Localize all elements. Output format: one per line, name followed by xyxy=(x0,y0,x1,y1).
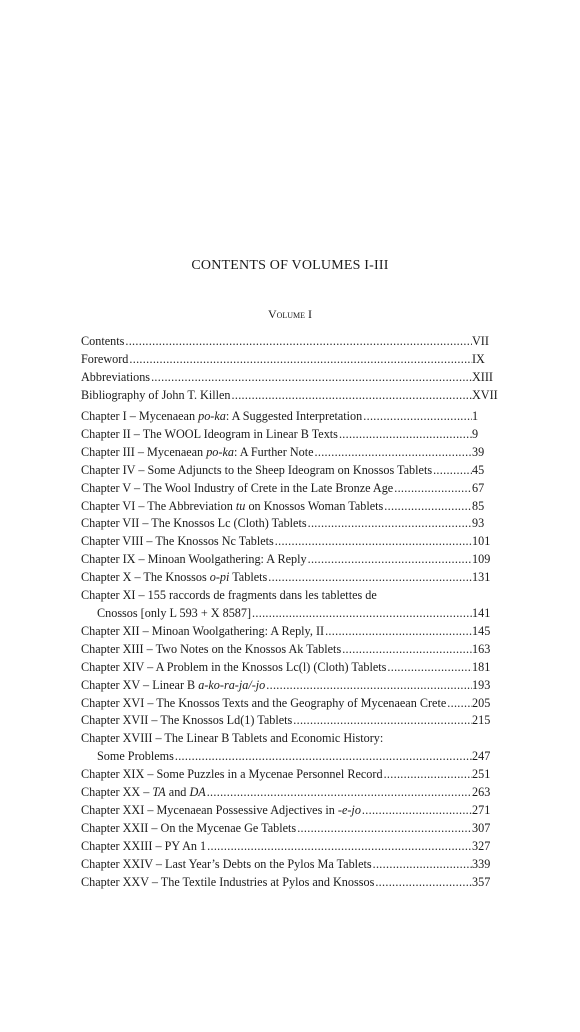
toc-entry-contents xyxy=(81,333,498,351)
title-text: Chapter I – Mycenaean xyxy=(81,409,199,423)
leader-dots xyxy=(374,874,472,892)
toc-entry-page: 339 xyxy=(472,856,491,871)
title-text: : A Suggested Interpretation xyxy=(225,409,363,423)
toc-entry-label: Some Problems xyxy=(97,749,174,764)
leader-dots xyxy=(324,623,472,641)
toc-entry-label xyxy=(81,408,362,426)
leader-dots xyxy=(128,351,472,369)
toc-entry-chapter-18-line-1: Chapter XVIII – The Linear B Tablets and Economic History: xyxy=(81,731,384,746)
toc-entry-chapter-23 xyxy=(81,838,498,856)
toc-entry-page: 247 xyxy=(472,749,491,764)
leader-dots xyxy=(174,748,472,766)
toc-entry-chapter-19 xyxy=(81,766,498,784)
title-text: Chapter X – The Knossos xyxy=(81,570,210,585)
toc-entry-chapter-21 xyxy=(81,802,498,820)
toc-entry-label: Chapter V – The Wool Industry of Crete in the Late Bronze Age xyxy=(81,480,394,495)
leader-dots xyxy=(393,480,472,498)
toc-entry-page: 271 xyxy=(472,802,491,817)
toc-entry-chapter-3 xyxy=(81,444,498,462)
title-italic: po-ka xyxy=(198,409,226,423)
leader-dots xyxy=(307,551,472,569)
toc-entry-page: 101 xyxy=(472,534,491,549)
leader-dots xyxy=(150,369,472,387)
title-text: Chapter VI – The Abbreviation xyxy=(81,498,236,513)
title-italic: TA xyxy=(152,785,166,800)
title-text: Chapter XXI – Mycenaean Possessive Adjectives in xyxy=(81,802,338,817)
toc-entry-chapter-17 xyxy=(81,712,498,730)
title-text: on Knossos Woman Tablets xyxy=(245,498,384,513)
toc-entry-page: 9 xyxy=(472,426,479,441)
toc-entry-label: Chapter XXIV – Last Year’s Debts on the Pylos Ma Tablets xyxy=(81,856,372,871)
toc-entry-page: 181 xyxy=(472,659,491,674)
leader-dots xyxy=(314,444,472,462)
toc-entry-page: 145 xyxy=(472,623,491,638)
toc-entry-chapter-5 xyxy=(81,480,498,498)
toc-entry-label: Chapter XIV – A Problem in the Knossos Lc(l) (Cloth) Tablets xyxy=(81,659,387,674)
title-text: : A Further Note xyxy=(233,444,314,459)
leader-dots xyxy=(206,784,472,802)
toc-entry-page: 263 xyxy=(472,785,491,800)
toc-entry-label: Chapter XXIII – PY An 1 xyxy=(81,838,207,853)
toc-entry-chapter-11 xyxy=(81,605,498,623)
title-italic: -e-jo xyxy=(337,802,361,817)
toc-entry-label: Foreword xyxy=(81,351,129,366)
toc-entry-chapter-12 xyxy=(81,623,498,641)
leader-dots xyxy=(292,712,472,730)
toc-entry-label: Chapter XVI – The Knossos Texts and the Geography of Mycenaean Crete xyxy=(81,695,447,710)
toc-entry-label: Chapter VIII – The Knossos Nc Tablets xyxy=(81,534,274,549)
toc-entry-page: XIII xyxy=(472,369,493,384)
chapter-list xyxy=(81,408,498,891)
toc-entry-label: Chapter XXV – The Textile Industries at Pylos and Knossos xyxy=(81,874,375,889)
title-text: Chapter XX – xyxy=(81,785,153,800)
leader-dots xyxy=(362,408,472,426)
leader-dots xyxy=(372,856,472,874)
toc-entry-label xyxy=(81,498,383,516)
leader-dots xyxy=(341,641,472,659)
toc-entry-chapter-1 xyxy=(81,408,498,426)
leader-dots xyxy=(383,498,472,516)
title-text: Tablets xyxy=(229,570,268,585)
leader-dots xyxy=(383,766,472,784)
toc-entry-label: Chapter II – The WOOL Ideogram in Linear B Texts xyxy=(81,426,338,441)
leader-dots xyxy=(267,569,472,587)
toc-entry-chapter-18 xyxy=(81,748,498,766)
toc-entry-label: Chapter XII – Minoan Woolgathering: A Reply, II xyxy=(81,623,325,638)
toc-entry-abbreviations xyxy=(81,369,498,387)
toc-entry-label xyxy=(81,802,361,820)
front-matter-list xyxy=(81,333,498,405)
title-text: and xyxy=(165,785,190,800)
title-italic: tu xyxy=(235,498,246,513)
toc-entry-label xyxy=(81,444,314,462)
toc-entry-page: 85 xyxy=(472,498,485,513)
toc-entry-page: 109 xyxy=(472,552,491,567)
leader-dots xyxy=(124,333,472,351)
toc-entry-chapter-25 xyxy=(81,874,498,892)
toc-entry-label: Abbreviations xyxy=(81,369,151,384)
toc-entry-bibliography xyxy=(81,387,498,405)
toc-entry-label xyxy=(81,784,206,802)
title-text: Chapter III – Mycenaean xyxy=(81,444,207,459)
toc-entry-chapter-13 xyxy=(81,641,498,659)
leader-dots xyxy=(274,533,472,551)
leader-dots xyxy=(361,802,472,820)
leader-dots xyxy=(386,659,472,677)
toc-entry-label: Chapter VII – The Knossos Lc (Cloth) Tablets xyxy=(81,516,307,531)
title-italic: DA xyxy=(189,785,206,800)
toc-entry-page: 39 xyxy=(472,444,485,459)
title-italic: po-ka xyxy=(206,444,234,459)
toc-entry-label xyxy=(81,569,267,587)
toc-entry-page: 193 xyxy=(472,677,491,692)
toc-entry-label: Bibliography of John T. Killen xyxy=(81,387,231,402)
toc-entry-page: VII xyxy=(472,334,489,348)
toc-entry-chapter-20 xyxy=(81,784,498,802)
toc-entry-label: Cnossos [only L 593 + X 8587] xyxy=(97,605,252,620)
page-title: CONTENTS OF VOLUMES I-III xyxy=(191,258,389,273)
toc-entry-page: 93 xyxy=(472,516,485,531)
leader-dots xyxy=(446,695,472,713)
toc-entry-label: Chapter IV – Some Adjuncts to the Sheep Ideogram on Knossos Tablets xyxy=(81,462,433,477)
toc-entry-page: IX xyxy=(472,351,485,366)
toc-entry-page: 215 xyxy=(472,713,491,728)
toc-entry-label xyxy=(81,677,265,695)
toc-entry-page: 251 xyxy=(472,767,491,782)
leader-dots xyxy=(231,387,472,405)
toc-entry-chapter-2 xyxy=(81,426,498,444)
toc-entry-label: Contents xyxy=(81,334,125,348)
toc-entry-page: 327 xyxy=(472,838,491,853)
toc-entry-page: 307 xyxy=(472,820,491,835)
toc-entry-chapter-6 xyxy=(81,498,498,516)
toc-entry-label: Chapter XXII – On the Mycenae Ge Tablets xyxy=(81,820,297,835)
toc-entry-page: XVII xyxy=(472,387,498,402)
leader-dots xyxy=(296,820,472,838)
toc-entry-chapter-15 xyxy=(81,677,498,695)
leader-dots xyxy=(206,838,472,856)
leader-dots xyxy=(432,462,472,480)
toc-entry-label: Chapter IX – Minoan Woolgathering: A Reply xyxy=(81,552,307,567)
toc-entry-chapter-9 xyxy=(81,551,498,569)
toc-entry-page: 67 xyxy=(472,480,485,495)
title-italic: o-pi xyxy=(209,570,230,585)
toc-entry-page: 1 xyxy=(472,409,479,423)
title-text: Chapter XV – Linear B xyxy=(81,677,199,692)
toc-entry-label: Chapter XVII – The Knossos Ld(1) Tablets xyxy=(81,713,293,728)
toc-entry-page: 141 xyxy=(472,605,491,620)
toc-entry-chapter-24 xyxy=(81,856,498,874)
leader-dots xyxy=(251,605,472,623)
toc-entry-page: 357 xyxy=(472,874,491,889)
toc-entry-label: Chapter XIX – Some Puzzles in a Mycenae Personnel Record xyxy=(81,767,383,782)
leader-dots xyxy=(338,426,472,444)
toc-entry-chapter-10 xyxy=(81,569,498,587)
toc-entry-chapter-4 xyxy=(81,462,498,480)
leader-dots xyxy=(307,515,472,533)
toc-entry-chapter-14 xyxy=(81,659,498,677)
toc-entry-chapter-11-line-1: Chapter XI – 155 raccords de fragments dans les tablettes de xyxy=(81,588,377,603)
toc-entry-label: Chapter XIII – Two Notes on the Knossos Ak Tablets xyxy=(81,641,342,656)
toc-entry-chapter-8 xyxy=(81,533,498,551)
leader-dots xyxy=(265,677,472,695)
toc-entry-page: 131 xyxy=(472,570,491,585)
toc-entry-page: 163 xyxy=(472,641,491,656)
volume-heading: Volume I xyxy=(267,307,313,321)
toc-entry-chapter-22 xyxy=(81,820,498,838)
toc-entry-page: 45 xyxy=(472,462,485,477)
title-italic: a-ko-ra-ja/-jo xyxy=(198,677,266,692)
toc-entry-chapter-7 xyxy=(81,515,498,533)
toc-entry-chapter-16 xyxy=(81,695,498,713)
toc-entry-page: 205 xyxy=(472,695,491,710)
toc-entry-foreword xyxy=(81,351,498,369)
